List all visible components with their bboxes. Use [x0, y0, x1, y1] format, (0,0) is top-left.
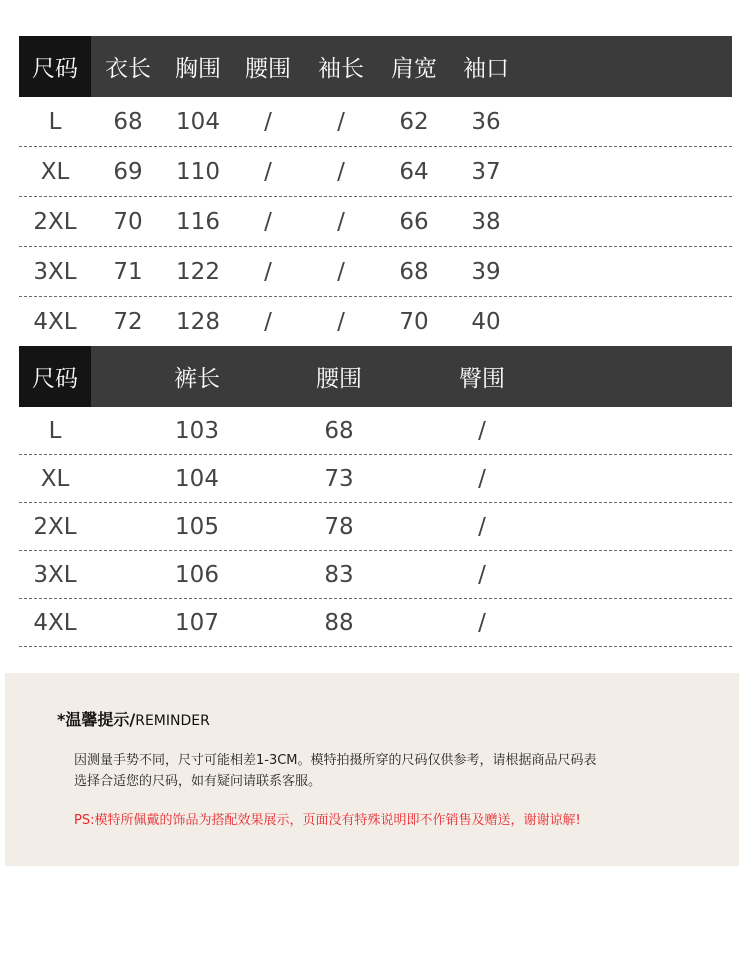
cell-shoulder: 62 [399, 108, 429, 135]
cell-waist: / [264, 258, 272, 285]
cell-sleeve: / [337, 258, 345, 285]
cell-length: 71 [113, 258, 143, 285]
cell-cuff: 39 [471, 258, 501, 285]
cell-sleeve: / [337, 309, 345, 335]
cell-cuff: 38 [471, 208, 501, 235]
cell-cuff: 37 [471, 158, 501, 185]
cell-size: L [48, 108, 62, 135]
cell-shoulder: 66 [399, 208, 429, 235]
cell-cuff: 36 [471, 108, 501, 135]
cell-pants-length: 104 [175, 465, 219, 492]
header-size: 尺码 [19, 346, 91, 407]
cell-waist: / [264, 158, 272, 185]
header-waist: 腰围 [316, 366, 362, 392]
table-row [19, 97, 732, 147]
reminder-box [5, 673, 739, 866]
header-hip: 臀围 [459, 366, 505, 392]
cell-pants-length: 106 [175, 561, 219, 588]
bottom-table-header [19, 346, 732, 407]
cell-shoulder: 68 [399, 258, 429, 285]
table-row [19, 455, 732, 503]
table-row [19, 599, 732, 647]
table-row [19, 503, 732, 551]
cell-size: 2XL [33, 513, 77, 540]
table-row [19, 197, 732, 247]
reminder-body [74, 750, 694, 792]
cell-size: 4XL [33, 609, 77, 636]
table-row [19, 147, 732, 197]
cell-length: 72 [113, 309, 143, 335]
cell-size: 3XL [33, 258, 77, 285]
cell-waist: / [264, 208, 272, 235]
reminder-body-line2: 选择合适您的尺码，如有疑问请联系客服。 [74, 774, 322, 789]
cell-size: L [48, 417, 62, 444]
cell-hip: / [478, 417, 486, 444]
cell-size: 3XL [33, 561, 77, 588]
cell-chest: 116 [176, 208, 220, 235]
cell-shoulder: 70 [399, 309, 429, 335]
top-size-table [19, 36, 732, 347]
cell-sleeve: / [337, 108, 345, 135]
reminder-title-cn: *温馨提示/ [57, 710, 136, 729]
header-shoulder: 肩宽 [391, 56, 437, 82]
header-chest: 胸围 [175, 56, 221, 82]
cell-length: 69 [113, 158, 143, 185]
header-length: 衣长 [105, 56, 151, 82]
cell-waist: 68 [324, 417, 354, 444]
header-cuff: 袖口 [463, 56, 509, 82]
cell-sleeve: / [337, 158, 345, 185]
cell-size: XL [40, 465, 70, 492]
cell-chest: 104 [176, 108, 220, 135]
header-size: 尺码 [19, 36, 91, 97]
cell-waist: 73 [324, 465, 354, 492]
header-pants-length: 裤长 [174, 366, 220, 392]
cell-waist: 83 [324, 561, 354, 588]
cell-hip: / [478, 609, 486, 636]
table-row [19, 551, 732, 599]
cell-length: 68 [113, 108, 143, 135]
cell-chest: 122 [176, 258, 220, 285]
cell-shoulder: 64 [399, 158, 429, 185]
cell-pants-length: 107 [175, 609, 219, 636]
cell-sleeve: / [337, 208, 345, 235]
cell-waist: / [264, 108, 272, 135]
cell-length: 70 [113, 208, 143, 235]
cell-cuff: 40 [471, 309, 501, 335]
cell-chest: 128 [176, 309, 220, 335]
cell-pants-length: 103 [175, 417, 219, 444]
cell-size: 4XL [33, 309, 77, 335]
reminder-title-en: REMINDER [135, 713, 210, 729]
cell-waist: 78 [324, 513, 354, 540]
cell-hip: / [478, 561, 486, 588]
cell-chest: 110 [176, 158, 220, 185]
header-waist: 腰围 [245, 56, 291, 82]
cell-hip: / [478, 513, 486, 540]
reminder-ps-note: PS:模特所佩戴的饰品为搭配效果展示，页面没有特殊说明即不作销售及赠送，谢谢谅解! [74, 813, 581, 828]
top-table-header [19, 36, 732, 97]
cell-pants-length: 105 [175, 513, 219, 540]
cell-size: 2XL [33, 208, 77, 235]
table-row [19, 407, 732, 455]
table-row [19, 247, 732, 297]
cell-waist: 88 [324, 609, 354, 636]
table-row [19, 297, 732, 347]
cell-size: XL [40, 158, 70, 185]
reminder-body-line1: 因测量手势不同，尺寸可能相差1-3CM。模特拍摄所穿的尺码仅供参考，请根据商品尺码表 [74, 753, 597, 768]
cell-waist: / [264, 309, 272, 335]
cell-hip: / [478, 465, 486, 492]
reminder-title [57, 707, 210, 730]
bottom-size-table [19, 346, 732, 647]
header-sleeve: 袖长 [318, 56, 364, 82]
